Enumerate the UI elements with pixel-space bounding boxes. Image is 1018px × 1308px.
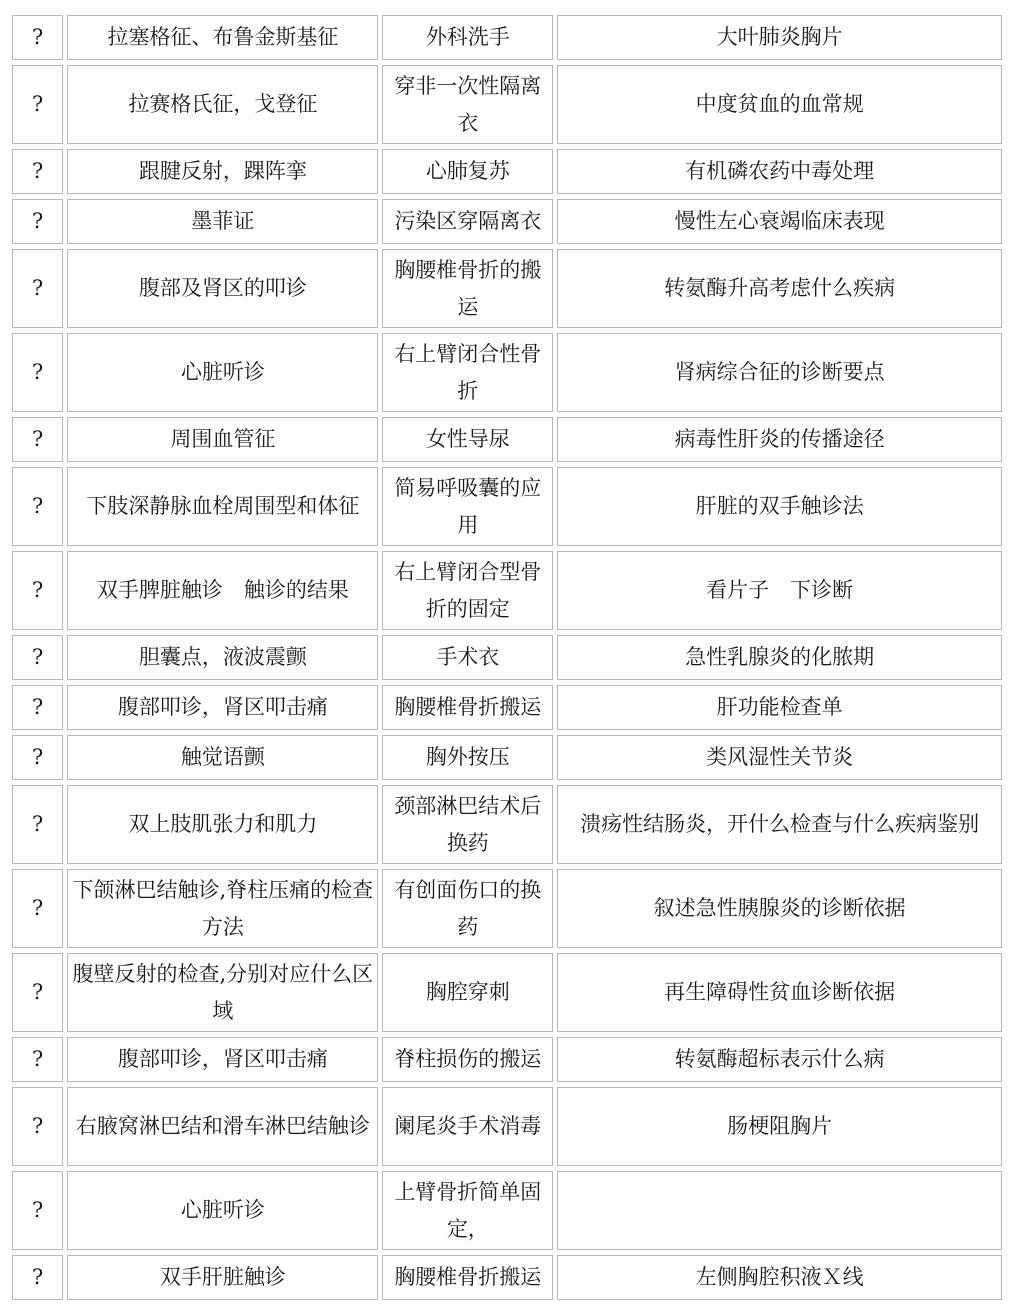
table-row: [12, 685, 1002, 730]
table-row: [12, 551, 1002, 630]
skill-cell: 手术衣: [382, 635, 553, 680]
case-cell: [557, 1171, 1002, 1250]
row-marker: ?: [12, 551, 63, 630]
table-row: [12, 149, 1002, 194]
physical-exam-cell: 右腋窝淋巴结和滑车淋巴结触诊: [67, 1087, 378, 1166]
table-row: [12, 1087, 1002, 1166]
case-cell: 肝脏的双手触诊法: [557, 467, 1002, 546]
case-cell: 类风湿性关节炎: [557, 735, 1002, 780]
table-row: [12, 417, 1002, 462]
physical-exam-cell: 下肢深静脉血栓周围型和体征: [67, 467, 378, 546]
case-cell: 左侧胸腔积液Ｘ线: [557, 1255, 1002, 1300]
row-marker: ?: [12, 149, 63, 194]
table-row: [12, 15, 1002, 60]
case-cell: 慢性左心衰竭临床表现: [557, 199, 1002, 244]
case-cell: 大叶肺炎胸片: [557, 15, 1002, 60]
physical-exam-cell: 腹部叩诊，肾区叩击痛: [67, 685, 378, 730]
skill-cell: 胸腔穿刺: [382, 953, 553, 1032]
table-row: [12, 635, 1002, 680]
table-row: [12, 249, 1002, 328]
case-cell: 叙述急性胰腺炎的诊断依据: [557, 869, 1002, 948]
case-cell: 肝功能检查单: [557, 685, 1002, 730]
row-marker: ?: [12, 333, 63, 412]
table-row: [12, 1037, 1002, 1082]
case-cell: 再生障碍性贫血诊断依据: [557, 953, 1002, 1032]
skill-cell: 胸腰椎骨折搬运: [382, 685, 553, 730]
physical-exam-cell: 心脏听诊: [67, 1171, 378, 1250]
skill-cell: 胸腰椎骨折搬运: [382, 1255, 553, 1300]
row-marker: ?: [12, 65, 63, 144]
physical-exam-cell: 下颌淋巴结触诊,脊柱压痛的检查方法: [67, 869, 378, 948]
skill-cell: 胸外按压: [382, 735, 553, 780]
case-cell: 转氨酶升高考虑什么疾病: [557, 249, 1002, 328]
skill-cell: 有创面伤口的换药: [382, 869, 553, 948]
case-cell: 肾病综合征的诊断要点: [557, 333, 1002, 412]
physical-exam-cell: 腹部叩诊，肾区叩击痛: [67, 1037, 378, 1082]
case-cell: 肠梗阻胸片: [557, 1087, 1002, 1166]
case-cell: 病毒性肝炎的传播途径: [557, 417, 1002, 462]
table-row: [12, 65, 1002, 144]
row-marker: ?: [12, 1087, 63, 1166]
row-marker: ?: [12, 1171, 63, 1250]
physical-exam-cell: 拉赛格氏征，戈登征: [67, 65, 378, 144]
row-marker: ?: [12, 1255, 63, 1300]
skill-cell: 颈部淋巴结术后换药: [382, 785, 553, 864]
skill-cell: 穿非一次性隔离衣: [382, 65, 553, 144]
skill-cell: 心肺复苏: [382, 149, 553, 194]
exam-topics-table: [8, 10, 1006, 1305]
skill-cell: 简易呼吸囊的应用: [382, 467, 553, 546]
row-marker: ?: [12, 735, 63, 780]
physical-exam-cell: 腹部及肾区的叩诊: [67, 249, 378, 328]
table-row: [12, 953, 1002, 1032]
table-row: [12, 735, 1002, 780]
row-marker: ?: [12, 685, 63, 730]
skill-cell: 胸腰椎骨折的搬运: [382, 249, 553, 328]
row-marker: ?: [12, 417, 63, 462]
case-cell: 急性乳腺炎的化脓期: [557, 635, 1002, 680]
physical-exam-cell: 心脏听诊: [67, 333, 378, 412]
table-row: [12, 199, 1002, 244]
skill-cell: 脊柱损伤的搬运: [382, 1037, 553, 1082]
table-row: [12, 1255, 1002, 1300]
skill-cell: 外科洗手: [382, 15, 553, 60]
table-row: [12, 785, 1002, 864]
table-row: [12, 333, 1002, 412]
row-marker: ?: [12, 199, 63, 244]
physical-exam-cell: 双手脾脏触诊 触诊的结果: [67, 551, 378, 630]
case-cell: 溃疡性结肠炎，开什么检查与什么疾病鉴别: [557, 785, 1002, 864]
row-marker: ?: [12, 785, 63, 864]
case-cell: 中度贫血的血常规: [557, 65, 1002, 144]
physical-exam-cell: 双手肝脏触诊: [67, 1255, 378, 1300]
physical-exam-cell: 跟腱反射，踝阵挛: [67, 149, 378, 194]
physical-exam-cell: 周围血管征: [67, 417, 378, 462]
row-marker: ?: [12, 869, 63, 948]
table-row: [12, 467, 1002, 546]
case-cell: 转氨酶超标表示什么病: [557, 1037, 1002, 1082]
row-marker: ?: [12, 467, 63, 546]
skill-cell: 污染区穿隔离衣: [382, 199, 553, 244]
physical-exam-cell: 触觉语颤: [67, 735, 378, 780]
row-marker: ?: [12, 249, 63, 328]
skill-cell: 右上臂闭合型骨折的固定: [382, 551, 553, 630]
table-row: [12, 869, 1002, 948]
table-row: [12, 1171, 1002, 1250]
row-marker: ?: [12, 1037, 63, 1082]
row-marker: ?: [12, 15, 63, 60]
physical-exam-cell: 拉塞格征、布鲁金斯基征: [67, 15, 378, 60]
row-marker: ?: [12, 953, 63, 1032]
physical-exam-cell: 胆囊点，液波震颤: [67, 635, 378, 680]
case-cell: 看片子 下诊断: [557, 551, 1002, 630]
skill-cell: 女性导尿: [382, 417, 553, 462]
skill-cell: 右上臂闭合性骨折: [382, 333, 553, 412]
skill-cell: 上臂骨折简单固定，: [382, 1171, 553, 1250]
case-cell: 有机磷农药中毒处理: [557, 149, 1002, 194]
physical-exam-cell: 墨菲证: [67, 199, 378, 244]
row-marker: ?: [12, 635, 63, 680]
physical-exam-cell: 双上肢肌张力和肌力: [67, 785, 378, 864]
skill-cell: 阑尾炎手术消毒: [382, 1087, 553, 1166]
physical-exam-cell: 腹壁反射的检查,分别对应什么区域: [67, 953, 378, 1032]
